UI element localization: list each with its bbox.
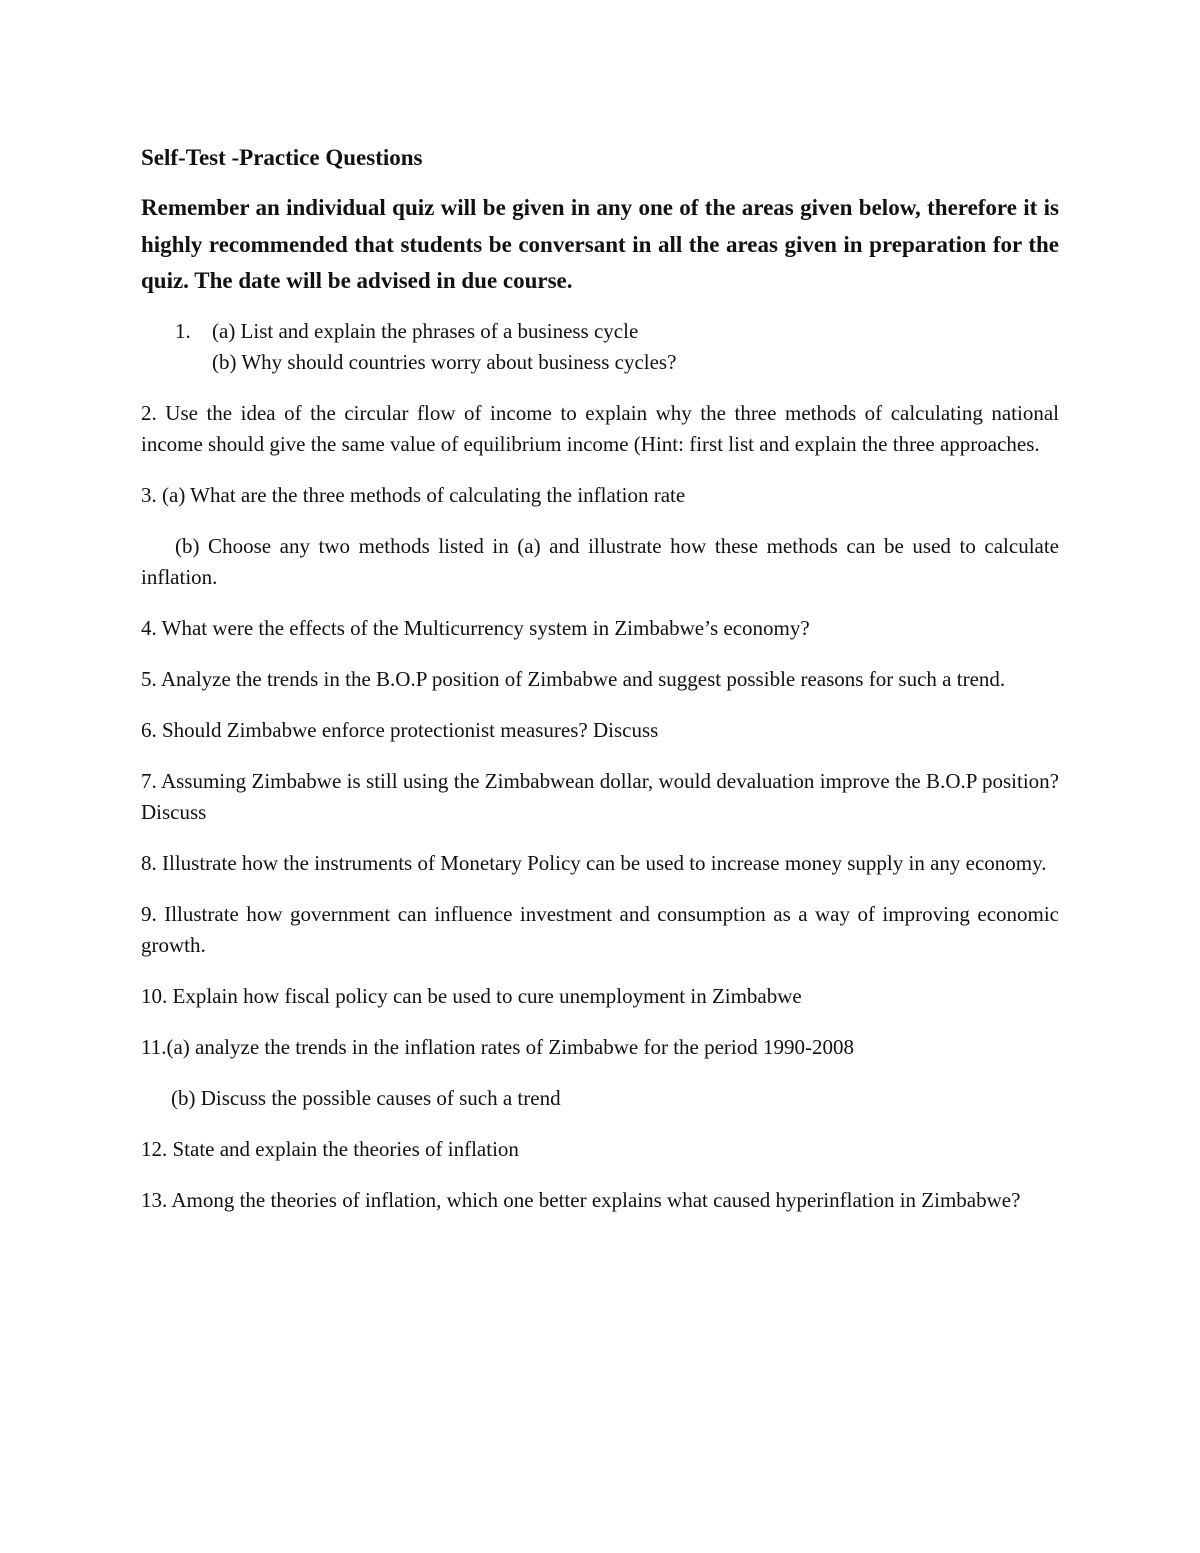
question-1b: (b) Why should countries worry about business cycles? <box>212 349 677 374</box>
question-4: 4. What were the effects of the Multicurrency system in Zimbabwe’s economy? <box>141 615 810 640</box>
question-2: 2. Use the idea of the circular flow of income to explain why the three methods of calculating national income should give the same value of equilibrium income (Hint: first list and explain the three approaches. <box>141 400 1059 456</box>
question-9: 9. Illustrate how government can influence investment and consumption as a way of improving economic growth. <box>141 901 1059 957</box>
page-title: Self-Test -Practice Questions <box>141 145 423 170</box>
intro-paragraph: Remember an individual quiz will be given in any one of the areas given below, therefore it is highly recommended that students be conversant in all the areas given in preparation for the quiz. The date will be advised in due course. <box>141 195 1059 293</box>
question-5: 5. Analyze the trends in the B.O.P position of Zimbabwe and suggest possible reasons for such a trend. <box>141 666 1006 691</box>
question-13: 13. Among the theories of inflation, which one better explains what caused hyperinflation in Zimbabwe? <box>141 1187 1021 1212</box>
question-10: 10. Explain how fiscal policy can be used to cure unemployment in Zimbabwe <box>141 983 802 1008</box>
question-3b-text: (b) Choose any two methods listed in (a) and illustrate how these methods can be used to calculate inflation. <box>141 533 1059 589</box>
question-7: 7. Assuming Zimbabwe is still using the Zimbabwean dollar, would devaluation improve the B.O.P position? Discuss <box>141 768 1059 824</box>
question-12: 12. State and explain the theories of inflation <box>141 1136 519 1161</box>
question-6: 6. Should Zimbabwe enforce protectionist measures? Discuss <box>141 717 659 742</box>
question-8: 8. Illustrate how the instruments of Monetary Policy can be used to increase money supply in any economy. <box>141 850 1047 875</box>
question-3b <box>141 531 1059 593</box>
question-1a: (a) List and explain the phrases of a business cycle <box>212 318 639 343</box>
question-1 <box>141 316 1059 378</box>
document-page <box>141 140 1059 1236</box>
question-11b: (b) Discuss the possible causes of such a trend <box>171 1085 561 1110</box>
question-1-number: 1. <box>175 318 191 343</box>
question-11a: 11.(a) analyze the trends in the inflation rates of Zimbabwe for the period 1990-2008 <box>141 1034 854 1059</box>
question-3a: 3. (a) What are the three methods of calculating the inflation rate <box>141 482 686 507</box>
